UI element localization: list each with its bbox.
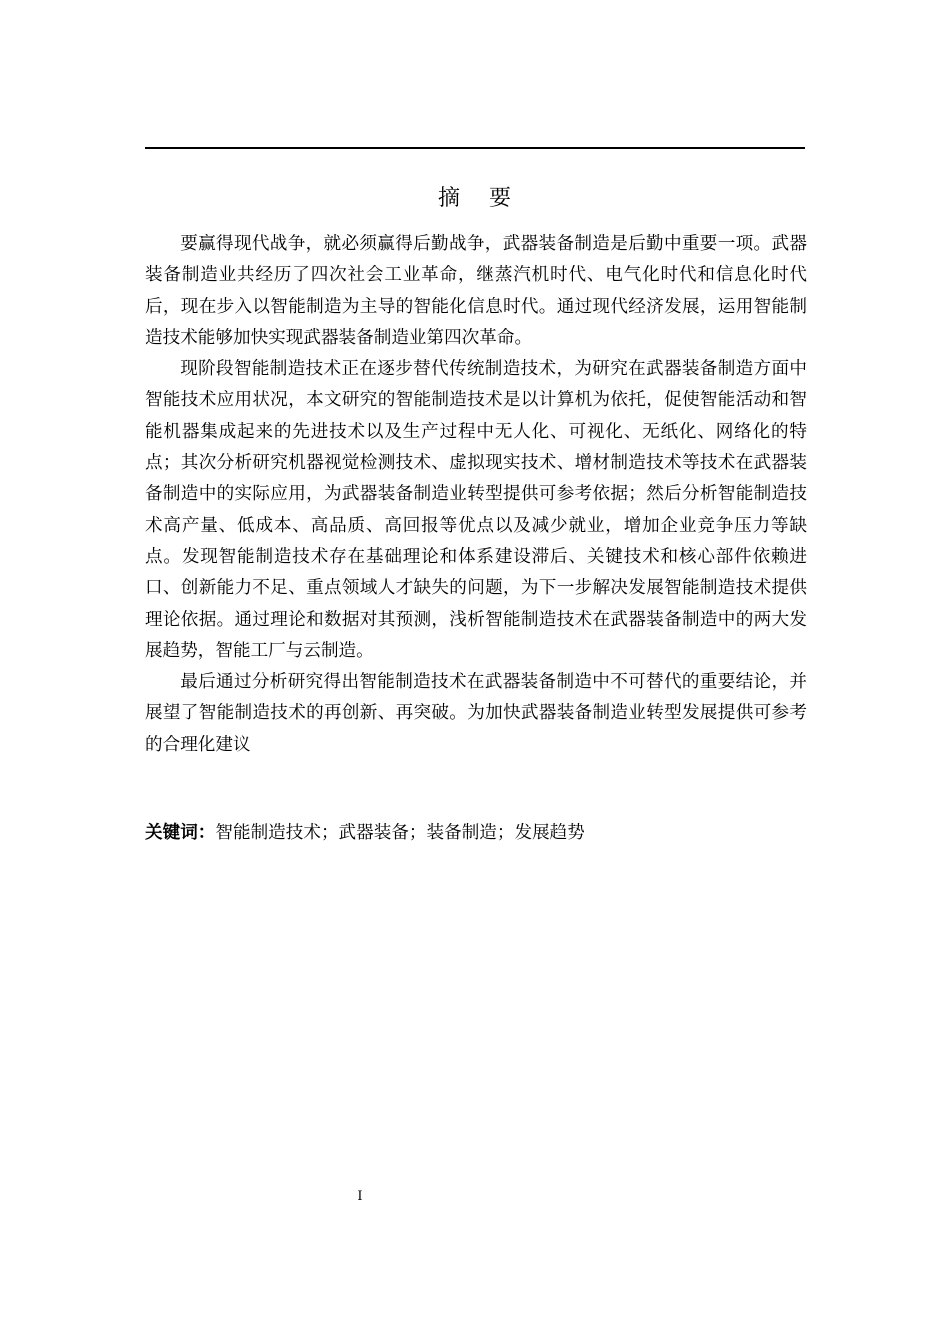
title-char-1: 摘: [437, 186, 461, 211]
title-char-2: 要: [489, 186, 513, 211]
header-rule: [145, 147, 805, 149]
keywords-label: 关键词：: [145, 823, 216, 843]
keywords-text: 智能制造技术；武器装备；装备制造；发展趋势: [215, 823, 585, 843]
page-title: [145, 183, 805, 215]
page-number: I: [357, 1189, 363, 1204]
abstract-paragraph-1: 要赢得现代战争，就必须赢得后勤战争，武器装备制造是后勤中重要一项。武器装备制造业共经历了四次社会工业革命，继蒸汽机时代、电气化时代和信息化时代后，现在步入以智能制造为主导的智能化信息时代。通过现代经济发展，运用智能制造技术能够加快实现武器装备制造业第四次革命。: [145, 234, 807, 348]
abstract-paragraph-3: 最后通过分析研究得出智能制造技术在武器装备制造中不可替代的重要结论，并展望了智能制造技术的再创新、再突破。为加快武器装备制造业转型发展提供可参考的合理化建议: [145, 672, 807, 755]
abstract-body: [145, 229, 807, 761]
keywords-line: [145, 818, 807, 849]
abstract-paragraph-2: 现阶段智能制造技术正在逐步替代传统制造技术，为研究在武器装备制造方面中智能技术应用状况，本文研究的智能制造技术是以计算机为依托，促使智能活动和智能机器集成起来的先进技术以及生产过程中无人化、可视化、无纸化、网络化的特点；其次分析研究机器视觉检测技术、虚拟现实技术、增材制造技术等技术在武器装备制造中的实际应用，为武器装备制造业转型提供可参考依据；然后分析智能制造技术高产量、低成本、高品质、高回报等优点以及减少就业，增加企业竞争压力等缺点。发现智能制造技术存在基础理论和体系建设滞后、关键技术和核心部件依赖进口、创新能力不足、重点领域人才缺失的问题，为下一步解决发展智能制造技术提供理论依据。通过理论和数据对其预测，浅析智能制造技术在武器装备制造中的两大发展趋势，智能工厂与云制造。: [145, 359, 807, 661]
